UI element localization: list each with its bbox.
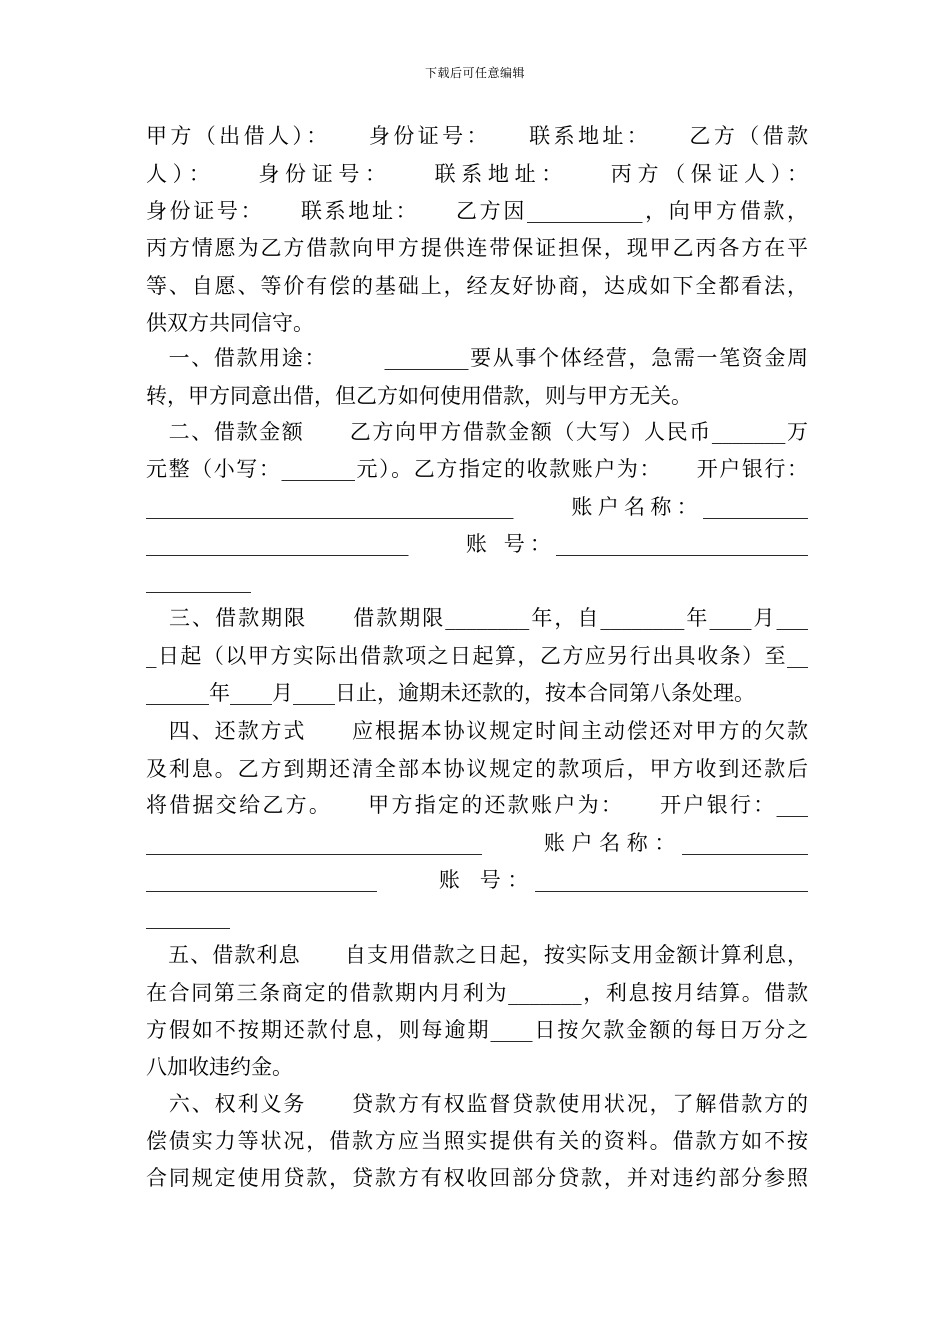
body-line: 合同规定使用贷款，贷款方有权收回部分贷款，并对违约部分参照 <box>146 1166 808 1190</box>
body-line: 一、借款用途： ________要从事个体经营，急需一笔资金周 <box>146 346 808 370</box>
body-line: 等、自愿、等价有偿的基础上，经友好协商，达成如下全都看法， <box>146 274 808 298</box>
body-line: 及利息。乙方到期还清全部本协议规定的款项后，甲方收到还款后 <box>146 757 808 781</box>
body-line: 二、借款金额 乙方向甲方借款金额（大写）人民币_______万 <box>146 420 808 444</box>
body-line: 八加收违约金。 <box>146 1055 293 1079</box>
body-line: _________________________ 账 号：________________________ <box>146 532 808 556</box>
body-line: 三、借款期限 借款期限________年，自________年____月___ <box>146 606 808 630</box>
body-line: 元整（小写：_______元）。乙方指定的收款账户为： 开户银行： <box>146 457 808 481</box>
body-line: 偿债实力等状况，借款方应当照实提供有关的资料。借款方如不按 <box>146 1129 808 1153</box>
body-line: 五、借款利息 自支用借款之日起，按实际支用金额计算利息， <box>146 943 808 967</box>
body-line: ___________________________________ 账户名称：__________ <box>146 495 808 519</box>
body-line: 丙方情愿为乙方借款向甲方提供连带保证担保，现甲乙丙各方在平 <box>146 236 808 260</box>
body-line: 在合同第三条商定的借款期内月利为_______，利息按月结算。借款 <box>146 981 808 1005</box>
body-line: 供双方共同信守。 <box>146 311 314 335</box>
body-line: 转，甲方同意出借，但乙方如何使用借款，则与甲方无关。 <box>146 384 692 408</box>
body-line: 四、还款方式 应根据本协议规定时间主动偿还对甲方的欠款 <box>146 719 808 743</box>
body-line: 六、权利义务 贷款方有权监督贷款使用状况，了解借款方的 <box>146 1092 808 1116</box>
body-line: ________ <box>146 905 230 929</box>
body-line: 将借据交给乙方。 甲方指定的还款账户为： 开户银行：___ <box>146 793 808 817</box>
body-line: _日起（以甲方实际出借款项之日起算，乙方应另行出具收条）至__ <box>146 644 808 668</box>
body-line: 人）： 身份证号： 联系地址： 丙方（保证人）： <box>146 162 808 186</box>
body-line: 甲方（出借人）： 身份证号： 联系地址： 乙方（借款 <box>146 124 808 148</box>
body-line: ________________________________ 账户名称：____________ <box>146 831 808 855</box>
body-line: 方假如不按期还款付息，则每逾期____日按欠款金额的每日万分之 <box>146 1018 808 1042</box>
body-line: 身份证号： 联系地址： 乙方因___________，向甲方借款， <box>146 199 808 223</box>
body-line: ______________________ 账 号：__________________________ <box>146 868 808 892</box>
page-header-note: 下载后可任意编辑 <box>424 66 525 80</box>
body-line: ______年____月____日止，逾期未还款的，按本合同第八条处理。 <box>146 681 755 705</box>
body-line: __________ <box>146 569 251 593</box>
